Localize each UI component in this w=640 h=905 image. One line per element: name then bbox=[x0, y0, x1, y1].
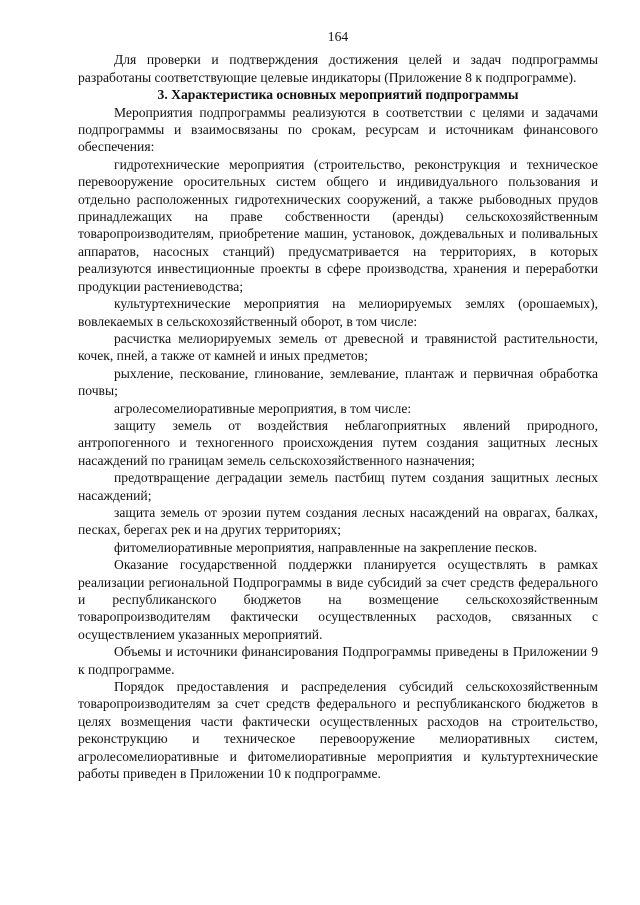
paragraph-activities-intro: Мероприятия подпрограммы реализуются в соответствии с целями и задачами подпрограммы и взаимосвязаны по срокам, ресурсам и источникам финансового обеспечения: bbox=[78, 104, 598, 155]
page-number: 164 bbox=[327, 29, 349, 44]
paragraph-phytomeliorative: фитомелиоративные мероприятия, направленные на закрепление песков. bbox=[114, 539, 538, 555]
intro-paragraph: Для проверки и подтверждения достижения целей и задач подпрограммы разработаны соответствующие целевые индикаторы (Приложение 8 к подпрограмме). bbox=[78, 52, 598, 85]
paragraph-culturetechnical: культуртехнические мероприятия на мелиорируемых землях (орошаемых), вовлекаемых в сельскохозяйственный оборот, в том числе: bbox=[78, 296, 598, 329]
document-page bbox=[78, 28, 598, 782]
paragraph-erosion-protection: защита земель от эрозии путем создания лесных насаждений на оврагах, балках, песках, берегах рек и на других территориях; bbox=[78, 504, 598, 538]
paragraph-land-protection: защиту земель от воздействия неблагоприятных явлений природного, антропогенного и техногенного происхождения путем создания защитных лесных насаждений по границам земель сельскохозяйственного назначения; bbox=[78, 417, 598, 468]
section-heading: 3. Характеристика основных мероприятий подпрограммы bbox=[157, 87, 519, 103]
paragraph-financing: Объемы и источники финансирования Подпрограммы приведены в Приложении 9 к подпрограмме. bbox=[78, 644, 598, 677]
paragraph-hydrotechnical: гидротехнические мероприятия (строительство, реконструкция и техническое перевооружение оросительных систем общего и индивидуального пользования и отдельно расположенных гидротехнических сооружений, а также рыбоводных прудов принадлежащих на праве собственности (аренды) сельскохозяйственным товаропроизводителям, приобретение машин, установок, дождевальных и поливальных аппаратов, насосных станций) предусматривается на территориях, в которых реализуются инвестиционные проекты в сфере производства, хранения и переработки продукции растениеводства; bbox=[78, 156, 598, 294]
paragraph-degradation-prevention: предотвращение деградации земель пастбищ путем создания защитных лесных насаждений; bbox=[78, 470, 598, 503]
paragraph-state-support: Оказание государственной поддержки планируется осуществлять в рамках реализации региональной Подпрограммы в виде субсидий за счет средств федерального и республиканского бюджетов на возмещение сельскохозяйственным товаропроизводителям фактически осуществленных расходов, связанных с осуществлением указанных мероприятий. bbox=[78, 557, 598, 642]
paragraph-clearing: расчистка мелиорируемых земель от древесной и травянистой растительности, кочек, пней, а также от камней и иных предметов; bbox=[78, 330, 598, 364]
paragraph-agroforest: агролесомелиоративные мероприятия, в том числе: bbox=[114, 400, 412, 416]
paragraph-subsidy-procedure: Порядок предоставления и распределения субсидий сельскохозяйственным товаропроизводителям за счет средств федерального и республиканского бюджетов в целях возмещения части фактически осуществленных расходов на строительство, реконструкцию и техническое перевооружение мелиоративных систем, агролесомелиоративные и фитомелиоративные мероприятия и культуртехнические работы приведен в Приложении 10 к подпрограмме. bbox=[78, 679, 598, 782]
paragraph-loosening: рыхление, пескование, глинование, землевание, плантаж и первичная обработка почвы; bbox=[78, 365, 598, 399]
